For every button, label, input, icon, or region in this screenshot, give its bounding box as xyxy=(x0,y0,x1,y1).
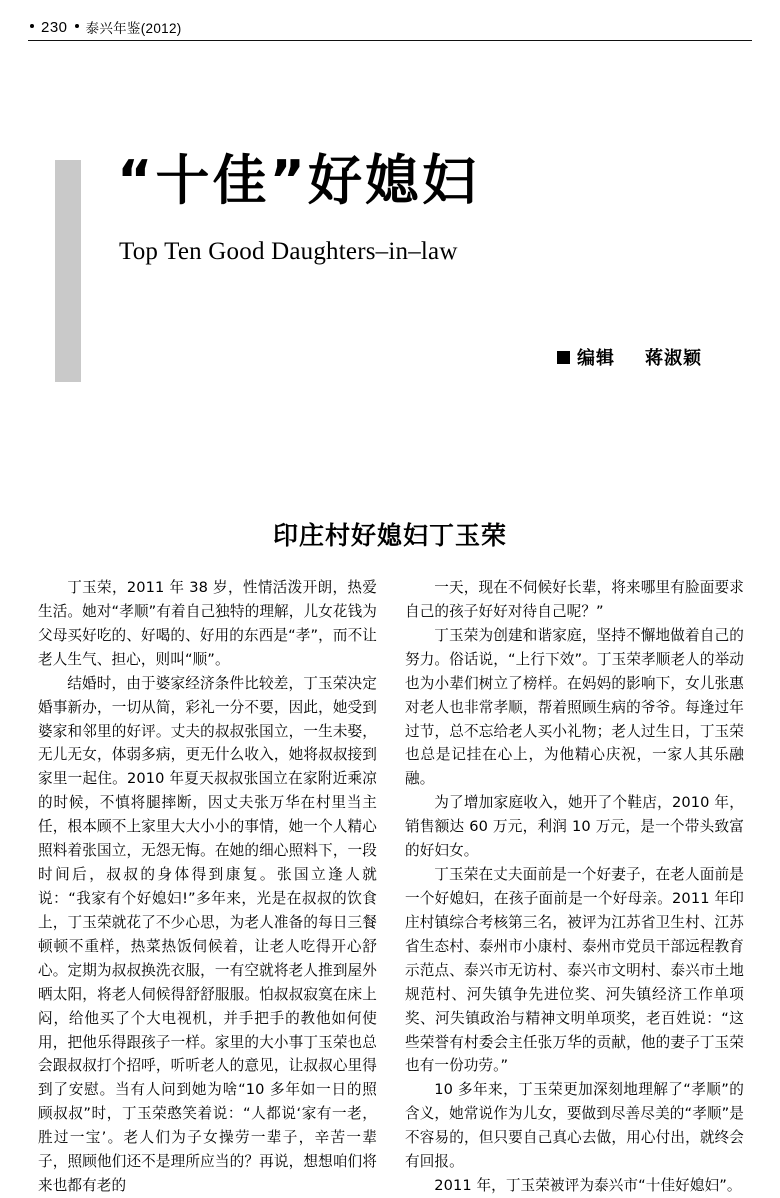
column-left xyxy=(38,576,377,1198)
paragraph: 一天，现在不伺候好长辈，将来哪里有脸面要求自己的孩子好好对待自己呢？” xyxy=(405,579,744,620)
title-block xyxy=(55,148,740,398)
page-title: “十佳”好媳妇 xyxy=(117,149,479,212)
running-head xyxy=(30,14,750,40)
book-title: 泰兴年鉴(2012) xyxy=(85,21,182,36)
paragraph: 为了增加家庭收入，她开了个鞋店，2010 年，销售额达 60 万元，利润 10 万元，是一个带头致富的好妇女。 xyxy=(405,794,744,860)
square-bullet-icon xyxy=(557,351,570,364)
paragraph: 丁玉荣，2011 年 38 岁，性情活泼开朗，热爱生活。她对“孝顺”有着自己独特的理解，儿女花钱为父母买好吃的、好喝的、好用的东西是“孝”，而不让老人生气、担心，则叫“顺”。 xyxy=(38,579,377,668)
paragraph: 丁玉荣在丈夫面前是一个好妻子，在老人面前是一个好媳妇，在孩子面前是一个好母亲。2011 年印庄村镇综合考核第三名，被评为江苏省卫生村、江苏省生态村、泰州市小康村、泰州市党员干部远程教育示范点、泰兴市无访村、泰兴市文明村、泰兴市土地规范村、河失镇争先进位奖、河失镇经济工作单项奖、河失镇政治与精神文明单项奖，老百姓说：“这些荣誉有村委会主任张万华的贡献，他的妻子丁玉荣也有一份功劳。” xyxy=(405,866,744,1075)
article-title: 印庄村好媳妇丁玉荣 xyxy=(272,521,507,550)
byline-role: 编辑 xyxy=(577,348,615,369)
paragraph: 10 多年来，丁玉荣更加深刻地理解了“孝顺”的含义，她常说作为儿女，要做到尽善尽美的“孝顺”是不容易的，但只要自己真心去做，用心付出，就终会有回报。 xyxy=(405,1081,744,1171)
paragraph: 丁玉荣为创建和谐家庭，坚持不懈地做着自己的努力。俗话说，“上行下效”。丁玉荣孝顺老人的举动也为小辈们树立了榜样。在妈妈的影响下，女儿张惠对老人也非常孝顺，帮着照顾生病的爷爷。每逢过年过节，总不忘给老人买小礼物；老人过生日，丁玉荣也总是记挂在心上，为他精心庆祝，一家人其乐融融。 xyxy=(405,626,744,788)
title-accent-bar xyxy=(55,160,81,382)
column-right xyxy=(405,576,744,1198)
paragraph: 结婚时，由于婆家经济条件比较差，丁玉荣决定婚事新办，一切从简，彩礼一分不要，因此，她受到婆家和邻里的好评。丈夫的叔叔张国立，一生未娶，无儿无女，体弱多病，更无什么收入，她将叔叔接到家里一起住。2010 年夏天叔叔张国立在家附近乘凉的时候，不慎将腿摔断，因丈夫张万华在村里当主任，根本顾不上家里大大小小的事情，她一个人精心照料着张国立，无怨无悔。在她的细心照料下，一段时间后，叔叔的身体得到康复。张国立逢人就说：“我家有个好媳妇!”多年来，光是在叔叔的饮食上，丁玉荣就花了不少心思，为老人准备的每日三餐顿顿不重样，热菜热饭伺候着，让老人吃得开心舒心。定期为叔叔换洗衣服，一有空就将老人推到屋外晒太阳，将老人伺候得舒舒服服。怕叔叔寂寞在床上闷，给他买了个大电视机，并手把手的教他如何使用，把他乐得跟孩子一样。家里的大小事丁玉荣也总会跟叔叔打个招呼，听听老人的意见，让叔叔心里得到了安慰。当有人问到她为啥“10 多年如一日的照顾叔叔”时，丁玉荣憨笑着说：“人都说‘家有一老，胜过一宝’。老人们为子女操劳一辈子，辛苦一辈子，照顾他们还不是理所应当的？再说，想想咱们将来也都有老的 xyxy=(38,674,377,1195)
header-divider xyxy=(28,40,752,41)
article-body xyxy=(38,576,744,1198)
bullet-icon xyxy=(30,24,34,28)
bullet-icon xyxy=(75,24,79,28)
byline xyxy=(557,344,702,370)
byline-name: 蒋淑颖 xyxy=(645,348,702,369)
page-subtitle: Top Ten Good Daughters–in–law xyxy=(119,238,458,265)
page-number: 230 xyxy=(41,18,68,36)
paragraph: 2011 年，丁玉荣被评为泰兴市“十佳好媳妇”。 xyxy=(434,1177,742,1195)
